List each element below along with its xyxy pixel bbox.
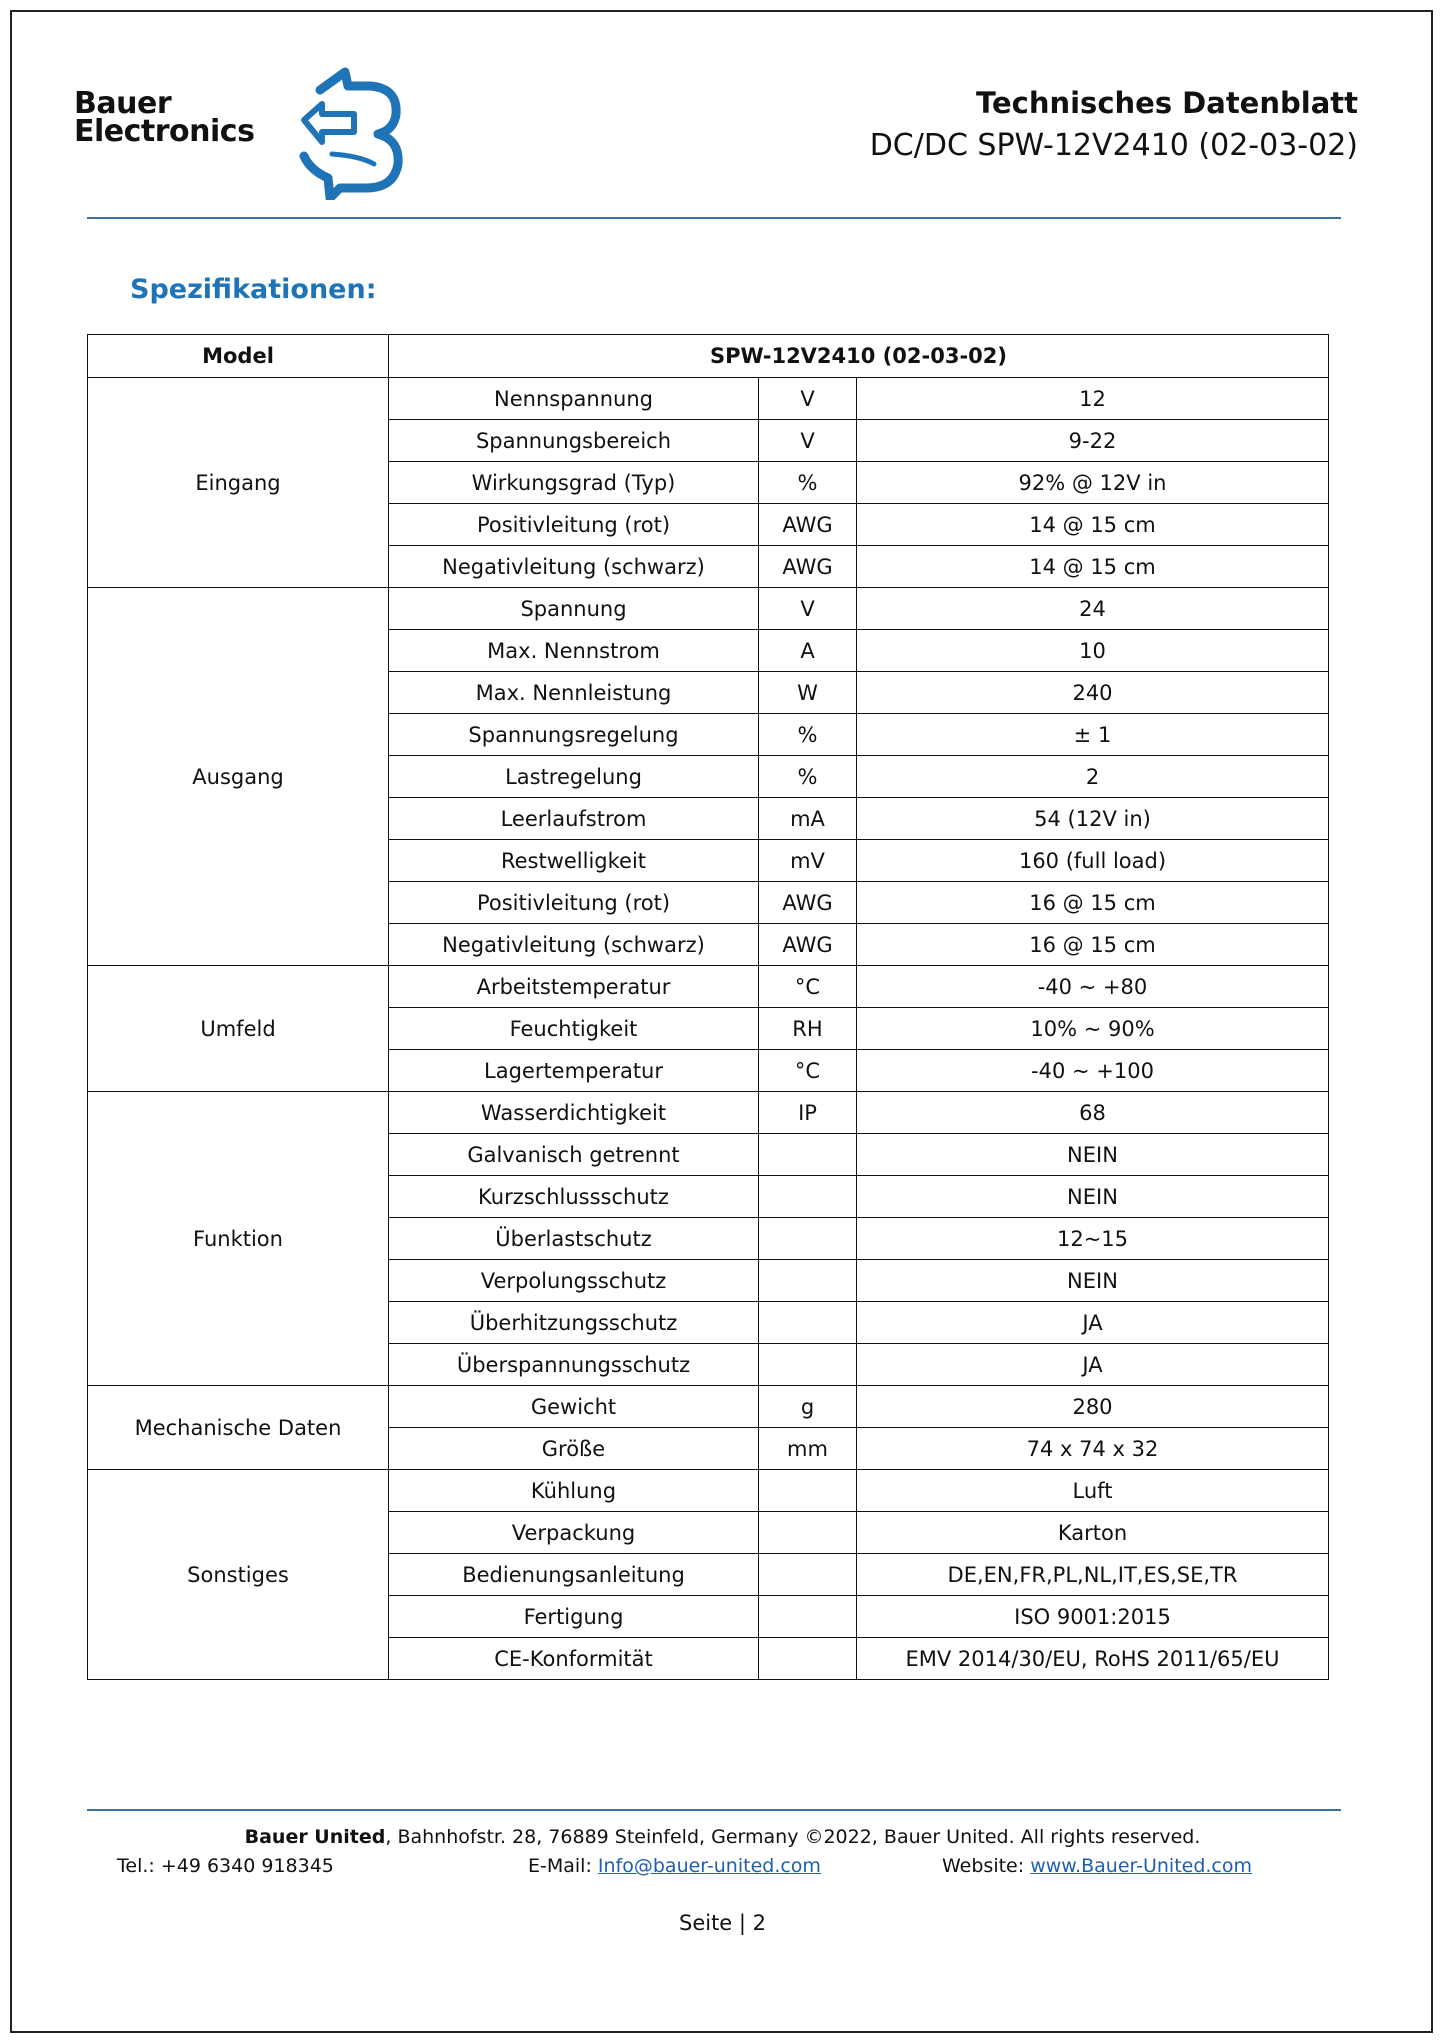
cell-unit [759,1302,857,1344]
cell-unit [759,1176,857,1218]
footer-telephone: Tel.: +49 6340 918345 [117,1855,334,1877]
cell-value: -40 ~ +80 [857,966,1329,1008]
company-logo [70,60,410,200]
cell-unit: % [759,462,857,504]
cell-unit: mV [759,840,857,882]
cell-unit: % [759,714,857,756]
cell-param: Arbeitstemperatur [389,966,759,1008]
bauer-b-emblem-icon [270,60,410,200]
cell-param: Feuchtigkeit [389,1008,759,1050]
cell-unit: V [759,378,857,420]
cell-param: Max. Nennleistung [389,672,759,714]
cell-value: 68 [857,1092,1329,1134]
cell-param: Positivleitung (rot) [389,504,759,546]
group-label: Mechanische Daten [88,1386,389,1470]
cell-param: Max. Nennstrom [389,630,759,672]
table-row [88,1386,1329,1428]
cell-value: 14 @ 15 cm [857,546,1329,588]
cell-value: Luft [857,1470,1329,1512]
cell-unit: AWG [759,546,857,588]
cell-param: Gewicht [389,1386,759,1428]
cell-value: 10 [857,630,1329,672]
cell-unit: A [759,630,857,672]
logo-line1: Bauer [74,86,172,121]
cell-param: Fertigung [389,1596,759,1638]
footer-divider [87,1809,1341,1811]
website-link[interactable]: www.Bauer-United.com [1030,1855,1253,1877]
group-label: Sonstiges [88,1470,389,1680]
cell-unit [759,1554,857,1596]
cell-param: Kurzschlussschutz [389,1176,759,1218]
cell-value: 24 [857,588,1329,630]
cell-value: NEIN [857,1176,1329,1218]
cell-unit [759,1218,857,1260]
cell-param: Überhitzungsschutz [389,1302,759,1344]
cell-param: Negativleitung (schwarz) [389,924,759,966]
cell-param: Überlastschutz [389,1218,759,1260]
website-label: Website: [942,1855,1031,1877]
cell-value: 160 (full load) [857,840,1329,882]
cell-value: 74 x 74 x 32 [857,1428,1329,1470]
cell-unit [759,1638,857,1680]
cell-value: 2 [857,756,1329,798]
email-label: E-Mail: [528,1855,598,1877]
cell-value: Karton [857,1512,1329,1554]
page-number: Seite | 2 [678,1911,767,1935]
cell-unit: % [759,756,857,798]
cell-param: Nennspannung [389,378,759,420]
group-label: Ausgang [88,588,389,966]
cell-unit [759,1344,857,1386]
cell-value: 54 (12V in) [857,798,1329,840]
cell-unit: W [759,672,857,714]
cell-param: Verpackung [389,1512,759,1554]
cell-value: -40 ~ +100 [857,1050,1329,1092]
cell-unit: °C [759,966,857,1008]
table-row [88,966,1329,1008]
cell-unit: V [759,588,857,630]
header-divider [87,217,1341,219]
footer-website-line [942,1855,1252,1877]
cell-param: Kühlung [389,1470,759,1512]
cell-value: 14 @ 15 cm [857,504,1329,546]
cell-value: ISO 9001:2015 [857,1596,1329,1638]
footer-email-line [528,1855,821,1877]
cell-param: Verpolungsschutz [389,1260,759,1302]
group-label: Umfeld [88,966,389,1092]
cell-value: 16 @ 15 cm [857,924,1329,966]
table-row [88,1092,1329,1134]
cell-value: NEIN [857,1260,1329,1302]
cell-value: 280 [857,1386,1329,1428]
cell-value: EMV 2014/30/EU, RoHS 2011/65/EU [857,1638,1329,1680]
cell-param: Überspannungsschutz [389,1344,759,1386]
cell-param: Spannung [389,588,759,630]
cell-unit: IP [759,1092,857,1134]
document-title: Technisches Datenblatt [976,86,1358,120]
cell-param: Restwelligkeit [389,840,759,882]
cell-value: 16 @ 15 cm [857,882,1329,924]
cell-unit [759,1512,857,1554]
cell-unit: AWG [759,924,857,966]
cell-param: Lagertemperatur [389,1050,759,1092]
cell-unit: AWG [759,882,857,924]
cell-param: Negativleitung (schwarz) [389,546,759,588]
cell-value: 240 [857,672,1329,714]
cell-param: Wirkungsgrad (Typ) [389,462,759,504]
cell-value: 9-22 [857,420,1329,462]
footer-company: Bauer United [244,1826,386,1848]
table-body [88,378,1329,1680]
cell-unit [759,1260,857,1302]
cell-value: DE,EN,FR,PL,NL,IT,ES,SE,TR [857,1554,1329,1596]
cell-unit: AWG [759,504,857,546]
cell-param: CE-Konformität [389,1638,759,1680]
cell-param: Galvanisch getrennt [389,1134,759,1176]
cell-value: JA [857,1344,1329,1386]
table-row [88,1470,1329,1512]
table-row [88,588,1329,630]
cell-unit: RH [759,1008,857,1050]
cell-value: 12 [857,378,1329,420]
cell-unit: mA [759,798,857,840]
email-link[interactable]: Info@bauer-united.com [597,1855,821,1877]
cell-unit: mm [759,1428,857,1470]
group-label: Eingang [88,378,389,588]
header-model: Model [88,335,389,378]
cell-value: 12~15 [857,1218,1329,1260]
cell-unit: V [759,420,857,462]
cell-param: Lastregelung [389,756,759,798]
table-header-row [88,335,1329,378]
cell-unit [759,1470,857,1512]
cell-value: 92% @ 12V in [857,462,1329,504]
cell-param: Positivleitung (rot) [389,882,759,924]
group-label: Funktion [88,1092,389,1386]
cell-unit: °C [759,1050,857,1092]
cell-param: Wasserdichtigkeit [389,1092,759,1134]
logo-wordmark [74,86,255,149]
cell-param: Spannungsregelung [389,714,759,756]
cell-value: 10% ~ 90% [857,1008,1329,1050]
cell-unit: g [759,1386,857,1428]
logo-line2: Electronics [74,114,255,149]
cell-value: JA [857,1302,1329,1344]
specification-table [87,334,1329,1680]
cell-param: Leerlaufstrom [389,798,759,840]
cell-param: Bedienungsanleitung [389,1554,759,1596]
document-subtitle: DC/DC SPW-12V2410 (02-03-02) [869,128,1358,163]
footer-company-line [0,1826,1445,1848]
cell-param: Spannungsbereich [389,420,759,462]
footer-address: , Bahnhofstr. 28, 76889 Steinfeld, Germany ©2022, Bauer United. All rights reserved. [385,1826,1201,1848]
table-row [88,378,1329,420]
cell-value: NEIN [857,1134,1329,1176]
cell-unit [759,1134,857,1176]
section-heading: Spezifikationen: [130,274,377,305]
cell-unit [759,1596,857,1638]
header-model-value: SPW-12V2410 (02-03-02) [389,335,1329,378]
cell-value: ± 1 [857,714,1329,756]
cell-param: Größe [389,1428,759,1470]
